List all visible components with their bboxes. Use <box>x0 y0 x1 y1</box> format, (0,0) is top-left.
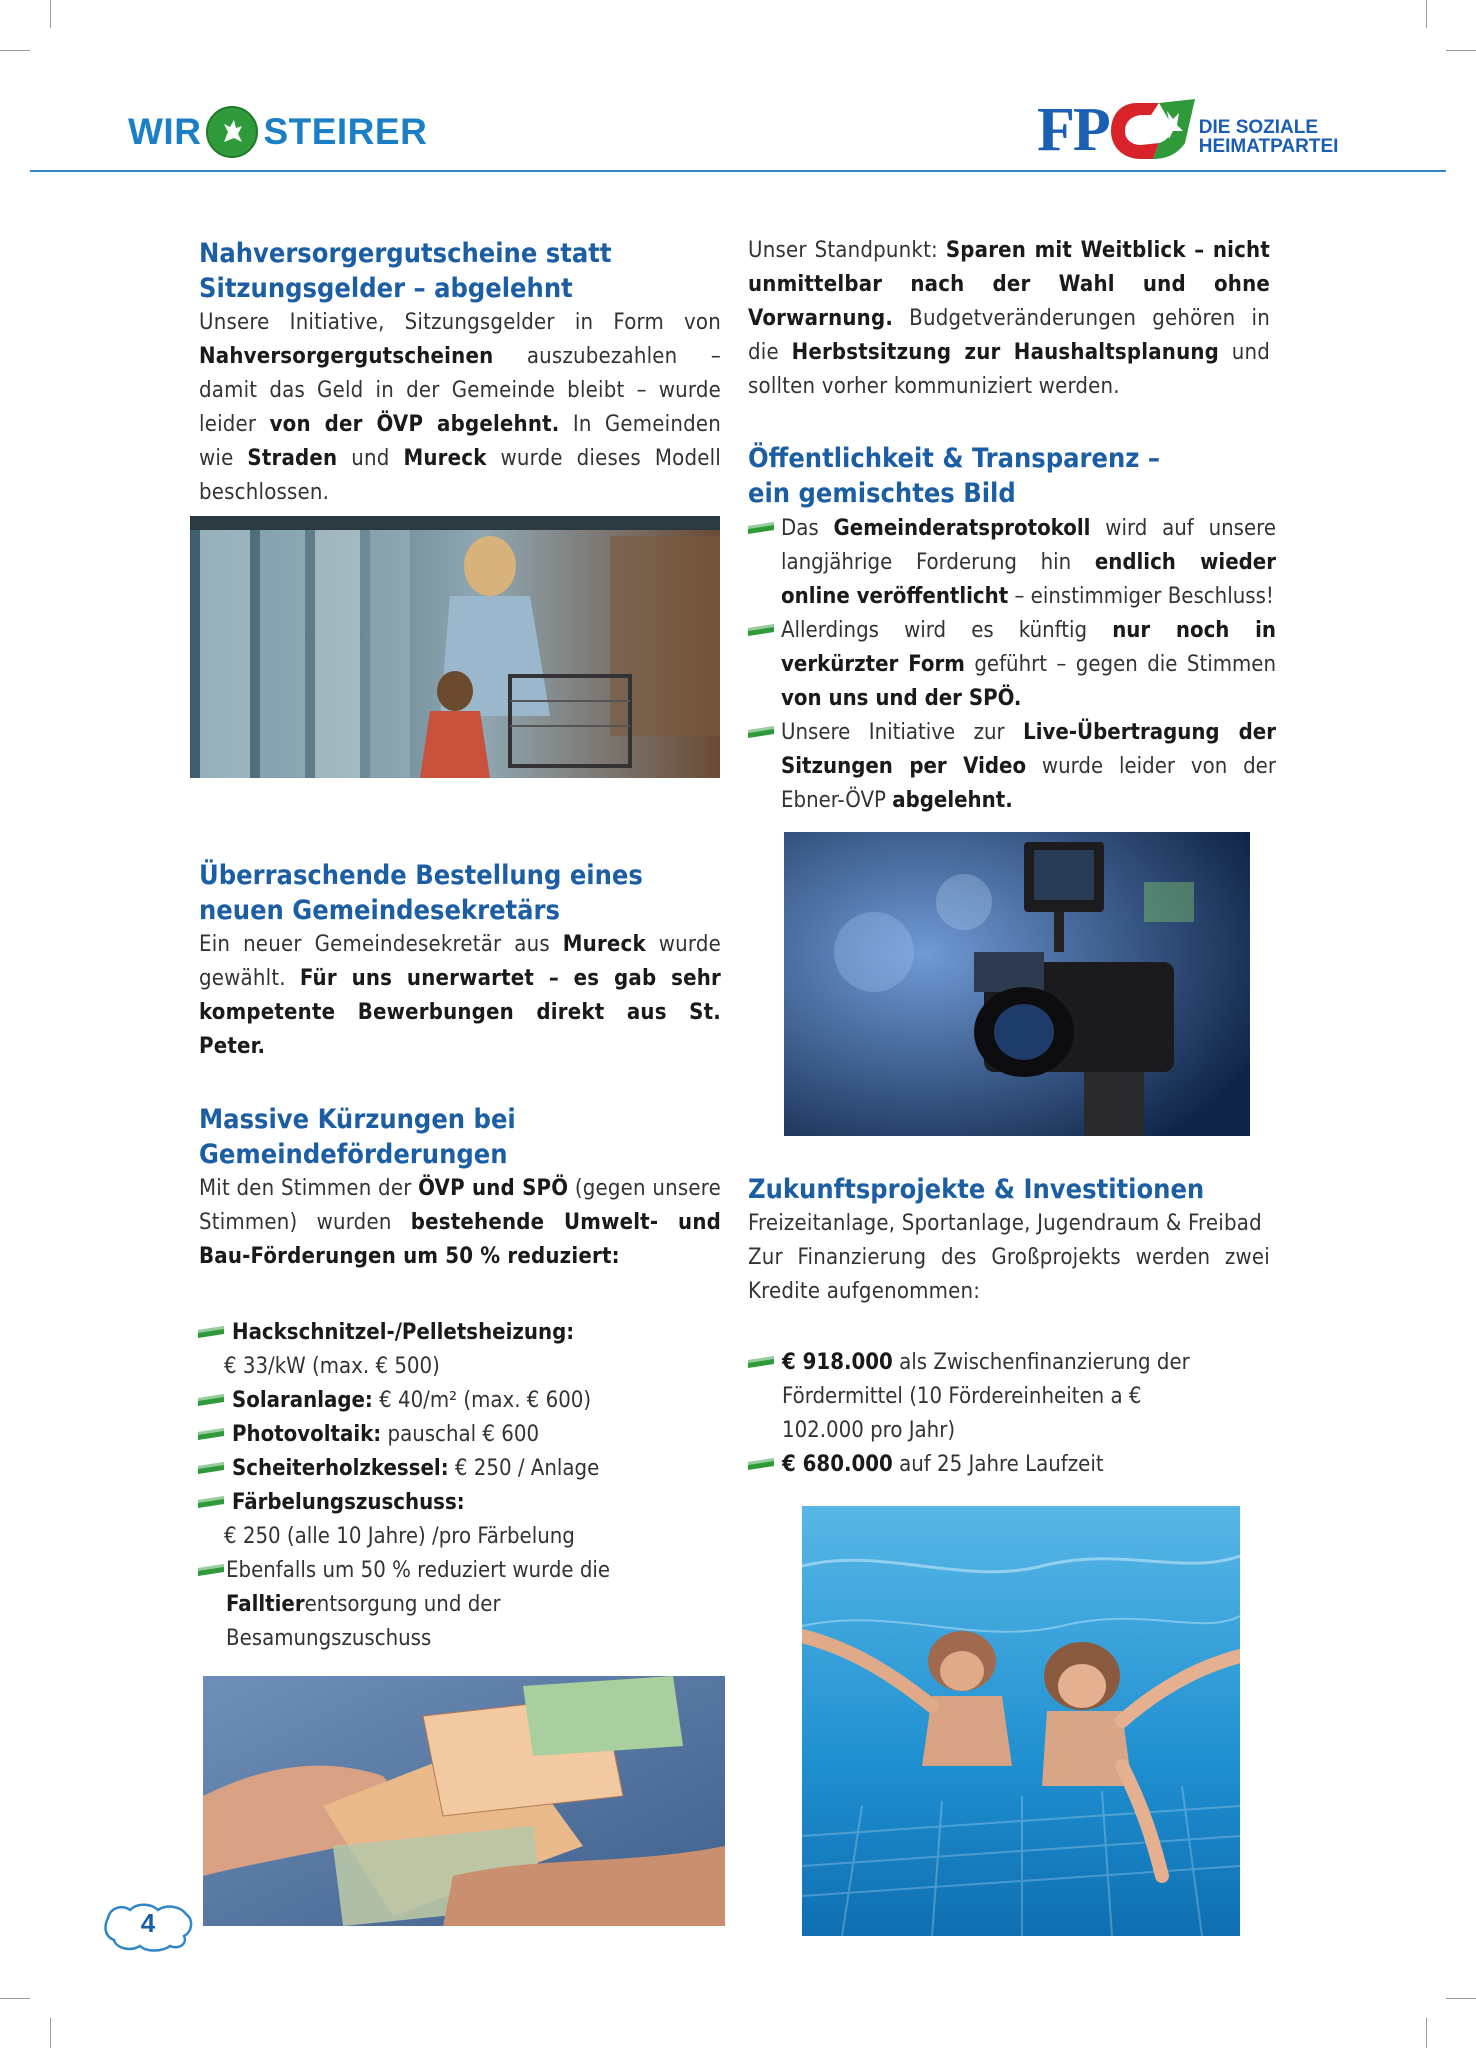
logo-text-right: STEIRER <box>263 111 428 152</box>
crop-mark <box>1426 0 1427 28</box>
green-bullet-icon <box>198 1428 224 1440</box>
list-item <box>748 716 1276 818</box>
section-nahversorger <box>199 236 721 510</box>
credit-description: als Zwischenfinanzierung der Fördermittel (10 Fördereinheiten a € 102.000 pro Jahr) <box>782 1350 1190 1443</box>
item-label: Scheiterholzkessel: <box>232 1456 449 1481</box>
text-segment: wurde leider von der Ebner-ÖVP <box>781 754 1276 813</box>
list-item <box>198 1316 738 1384</box>
text-segment: In Gemeinden wie <box>199 412 722 471</box>
text-segment: Ein neuer Gemeindesekretär aus <box>199 932 563 957</box>
zukunft-line-1: Freizeitanlage, Sportanlage, Jugendraum & Freibad <box>748 1211 1262 1236</box>
bold-text-segment: bestehende Umwelt- und Bau-Förderungen um 50 % reduziert: <box>199 1210 721 1269</box>
extra-line-2-rest: entsorgung und der <box>304 1592 501 1617</box>
fpoe-logo <box>1037 95 1338 165</box>
credit-description: auf 25 Jahre Laufzeit <box>892 1452 1104 1477</box>
section-text <box>748 234 1270 404</box>
crop-mark <box>0 50 30 51</box>
green-bullet-icon <box>748 1458 774 1470</box>
item-detail: € 250 (alle 10 Jahre) /pro Färbelung <box>224 1524 575 1549</box>
green-bullet-icon <box>198 1564 224 1576</box>
logo-text-left: WIR <box>128 111 202 152</box>
section-title <box>199 858 721 928</box>
list-item <box>198 1418 738 1452</box>
underwater-swimming-photo <box>802 1506 1240 1936</box>
credit-amount: € 680.000 <box>782 1452 893 1477</box>
text-segment: Allerdings wird es künftig <box>781 618 1113 643</box>
section-title: Zukunftsprojekte & Investitionen <box>748 1174 1205 1205</box>
item-text <box>781 618 1276 711</box>
text-segment: (gegen unsere Stimmen) wurden <box>199 1176 721 1235</box>
text-segment: Mit den Stimmen der <box>199 1176 419 1201</box>
crop-mark <box>0 1998 30 1999</box>
bold-text-segment: ÖVP und SPÖ <box>418 1176 569 1201</box>
title-line-2: Sitzungsgelder – abgelehnt <box>199 273 573 304</box>
bold-text-segment: Mureck <box>403 446 487 471</box>
item-label: Photovoltaik: <box>232 1422 382 1447</box>
text-segment: Unser Standpunkt: <box>748 238 946 263</box>
extra-line-1: Ebenfalls um 50 % reduziert wurde die <box>226 1558 611 1583</box>
credit-amount: € 918.000 <box>782 1350 893 1375</box>
item-text <box>781 516 1276 609</box>
bold-text-segment: endlich wieder online veröffentlicht <box>781 550 1276 609</box>
bold-text-segment: Sparen mit Weitblick – nicht unmittelbar nach der Wahl und ohne Vorwarnung. <box>748 238 1270 331</box>
section-text <box>199 1172 721 1274</box>
extra-line-3: Besamungszuschuss <box>226 1626 432 1651</box>
fpoe-letters: FP <box>1037 96 1109 164</box>
list-item <box>198 1486 738 1554</box>
bold-text-segment: Mureck <box>562 932 646 957</box>
green-bullet-icon <box>748 522 774 534</box>
bold-text-segment: Für uns unerwartet – es gab sehr kompetente Bewerbungen direkt aus St. Peter. <box>199 966 721 1059</box>
text-segment: wird auf unsere langjährige Forderung hin <box>781 516 1276 575</box>
section-title <box>199 236 721 306</box>
list-item <box>748 1448 1222 1482</box>
text-segment: wurde dieses Modell beschlossen. <box>199 446 721 505</box>
styria-panther-seal-icon <box>206 106 258 158</box>
list-item <box>748 614 1276 716</box>
section-transparenz <box>748 441 1270 511</box>
green-bullet-icon <box>198 1394 224 1406</box>
green-bullet-icon <box>198 1326 224 1338</box>
item-label: Färbelungszuschuss: <box>232 1490 465 1515</box>
item-value: € 250 / Anlage <box>448 1456 600 1481</box>
bold-text-segment: von uns und der SPÖ. <box>781 686 1022 711</box>
header-rule <box>30 170 1446 172</box>
bold-text-segment: Nahversorgergutscheinen <box>199 344 494 369</box>
section-text <box>199 306 721 510</box>
item-value: pauschal € 600 <box>381 1422 540 1447</box>
section-standpunkt <box>748 234 1270 404</box>
title-line-2: Gemeindeförderungen <box>199 1139 508 1170</box>
text-segment: und <box>337 446 404 471</box>
text-segment: wurde gewählt. <box>199 932 721 991</box>
green-bullet-icon <box>198 1462 224 1474</box>
bold-text-segment: Straden <box>247 446 338 471</box>
supermarket-photo <box>190 516 720 778</box>
wir-steirer-logo <box>128 108 427 156</box>
text-segment: und sollten vorher kommuniziert werden. <box>748 340 1270 399</box>
page-number: 4 <box>140 1908 156 1938</box>
text-segment: Unsere Initiative zur <box>781 720 1024 745</box>
title-line-1: Nahversorgergutscheine statt <box>199 238 612 269</box>
section-title <box>199 1102 721 1172</box>
title-line-2: ein gemischtes Bild <box>748 478 1016 509</box>
title-line-1: Öffentlichkeit & Transparenz – <box>748 443 1160 474</box>
green-bullet-icon <box>748 624 774 636</box>
euro-money-photo <box>203 1676 725 1926</box>
transparenz-list <box>748 512 1276 818</box>
text-segment: Das <box>781 516 834 541</box>
section-zukunft <box>748 1172 1270 1309</box>
section-sekretaer <box>199 858 721 1064</box>
text-segment: Unsere Initiative, Sitzungsgelder in Form von <box>199 310 721 335</box>
crop-mark <box>1446 50 1476 51</box>
item-text <box>781 720 1276 813</box>
text-segment: – einstimmiger Beschluss! <box>1008 584 1274 609</box>
green-bullet-icon <box>748 726 774 738</box>
item-label: Solaranlage: <box>232 1388 373 1413</box>
list-item <box>198 1384 738 1418</box>
list-item <box>748 1346 1222 1448</box>
video-camera-photo <box>784 832 1250 1136</box>
zukunft-line-2: Zur Finanzierung des Großprojekts werden zwei Kredite aufgenommen: <box>748 1245 1270 1304</box>
list-item <box>198 1554 738 1656</box>
page-number-badge <box>100 1898 196 1954</box>
title-line-2: neuen Gemeindesekretärs <box>199 895 560 926</box>
bold-text-segment: von der ÖVP abgelehnt. <box>269 412 560 437</box>
bold-text-segment: Gemeinderatsprotokoll <box>833 516 1091 541</box>
crop-mark <box>50 0 51 28</box>
fpoe-slogan <box>1199 118 1339 156</box>
section-title <box>748 441 1270 511</box>
text-segment: geführt – gegen die Stimmen <box>964 652 1276 677</box>
slogan-line-2: HEIMATPARTEI <box>1198 136 1339 157</box>
crop-mark <box>1446 1998 1476 1999</box>
bold-text-segment: Herbstsitzung zur Haushaltsplanung <box>791 340 1220 365</box>
text-segment: Budgetveränderungen gehören in die <box>748 306 1270 365</box>
kredite-list <box>748 1346 1276 1482</box>
bold-text-segment: nur noch in verkürzter Form <box>781 618 1276 677</box>
list-item <box>198 1452 738 1486</box>
item-value: € 40/m² (max. € 600) <box>372 1388 592 1413</box>
bold-text-segment: abgelehnt. <box>892 788 1013 813</box>
title-line-1: Überraschende Bestellung eines <box>199 860 643 891</box>
green-bullet-icon <box>198 1496 224 1508</box>
section-kuerzungen <box>199 1102 721 1274</box>
crop-mark <box>1426 2018 1427 2048</box>
text-segment: auszubezahlen – damit das Geld in der Gemeinde bleibt – wurde leider <box>199 344 721 437</box>
foerderungen-list <box>198 1316 738 1656</box>
green-bullet-icon <box>748 1356 774 1368</box>
bold-text-segment: Live-Übertragung der Sitzungen per Video <box>781 720 1276 779</box>
item-detail: € 33/kW (max. € 500) <box>224 1354 440 1379</box>
extra-line-2-bold: Falltier <box>226 1592 305 1617</box>
slogan-line-1: DIE SOZIALE <box>1198 117 1319 138</box>
item-label: Hackschnitzel-/Pelletsheizung: <box>232 1320 575 1345</box>
title-line-1: Massive Kürzungen bei <box>199 1104 516 1135</box>
list-item <box>748 512 1276 614</box>
crop-mark <box>50 2018 51 2048</box>
fpoe-o-flag-icon <box>1107 97 1197 163</box>
section-text <box>199 928 721 1064</box>
